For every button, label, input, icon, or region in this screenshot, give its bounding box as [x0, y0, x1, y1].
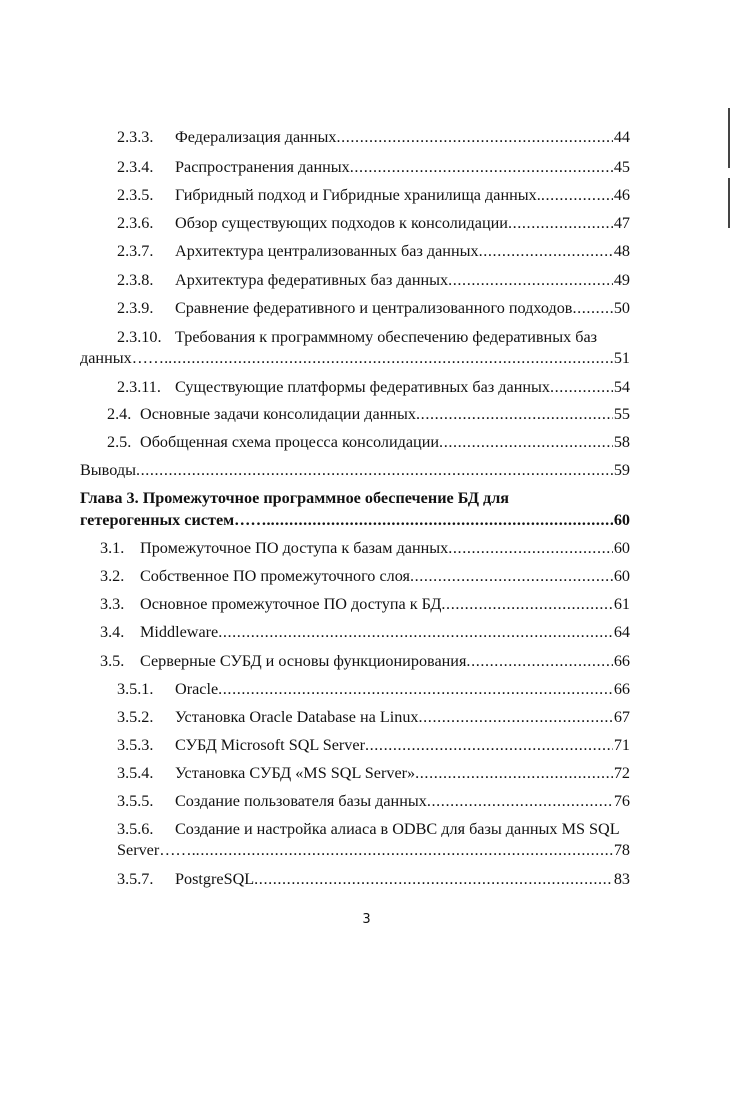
toc-page: 46 [613, 186, 630, 204]
toc-number: 3.5. [100, 652, 125, 670]
toc-page: 47 [613, 214, 630, 232]
dot-leader [572, 298, 612, 318]
toc-page: 54 [613, 378, 630, 396]
dot-leader [254, 869, 613, 889]
toc-entry[interactable] [80, 622, 630, 642]
dot-leader [271, 510, 613, 530]
toc-entry[interactable] [80, 791, 630, 811]
toc-page: 61 [613, 595, 630, 613]
toc-number: 3.5.5. [117, 792, 154, 810]
toc-title: Собственное ПО промежуточного слоя [140, 567, 410, 585]
toc-number: 2.3.4. [117, 158, 154, 176]
toc-entry[interactable] [80, 819, 630, 839]
dot-leader [448, 270, 613, 290]
toc-title: Основное промежуточное ПО доступа к БД [140, 595, 442, 613]
toc-number: 2.3.11. [117, 378, 161, 396]
toc-page: 67 [613, 708, 630, 726]
toc-title: Архитектура федеративных баз данных [175, 271, 449, 289]
toc-title: гетерогенных систем……. [80, 511, 271, 529]
toc-title: Обзор существующих подходов к консолидации [175, 214, 508, 232]
scan-edge-mark [728, 178, 730, 228]
toc-entry[interactable] [80, 763, 630, 783]
dot-leader [448, 538, 613, 558]
toc-number: 3.2. [100, 567, 125, 585]
toc-entry[interactable] [80, 213, 630, 233]
toc-number: 3.5.7. [117, 870, 154, 888]
dot-leader [441, 594, 612, 614]
dot-leader [350, 157, 613, 177]
page-number: 3 [362, 912, 371, 927]
toc-entry[interactable] [80, 185, 630, 205]
toc-page: 58 [613, 433, 630, 451]
dot-leader [427, 791, 613, 811]
toc-entry[interactable] [80, 566, 630, 586]
toc-title: Установка СУБД «MS SQL Server» [175, 764, 416, 782]
toc-page: 50 [613, 299, 630, 317]
toc-title: Серверные СУБД и основы функционирования [140, 652, 467, 670]
toc-title: Федерализация данных [175, 128, 337, 146]
toc-page: 48 [613, 242, 630, 260]
dot-leader [508, 213, 613, 233]
toc-entry[interactable] [80, 707, 630, 727]
toc-number: 3.5.4. [117, 764, 154, 782]
toc-page: 76 [613, 792, 630, 810]
toc-page: 44 [613, 128, 630, 146]
dot-leader [541, 185, 613, 205]
toc-title: Промежуточное ПО доступа к базам данных [140, 539, 449, 557]
toc-entry-continuation[interactable] [80, 348, 630, 368]
toc-title: Установка Oracle Database на Linux [175, 708, 419, 726]
toc-title: Глава 3. Промежуточное программное обеспечение БД для [80, 489, 510, 507]
dot-leader [419, 707, 613, 727]
dot-leader [410, 566, 613, 586]
toc-entry[interactable] [80, 241, 630, 261]
toc-number: 2.3.10. [117, 328, 162, 346]
dot-leader [218, 622, 613, 642]
toc-page: 60 [613, 511, 630, 529]
toc-title: Существующие платформы федеративных баз данных [175, 378, 550, 396]
toc-entry[interactable] [80, 404, 630, 424]
toc-entry[interactable] [80, 538, 630, 558]
toc-number: 2.4. [107, 405, 132, 423]
toc-title: Обобщенная схема процесса консолидации [140, 433, 440, 451]
toc-number: 2.3.7. [117, 242, 154, 260]
toc-number: 3.1. [100, 539, 125, 557]
toc-entry[interactable] [80, 270, 630, 290]
toc-entry[interactable] [80, 460, 630, 480]
toc-entry[interactable] [80, 679, 630, 699]
toc-title: данных……. [80, 349, 169, 367]
toc-title: СУБД Microsoft SQL Server [175, 736, 365, 754]
toc-page: 59 [613, 461, 630, 479]
toc-entry-continuation[interactable] [117, 840, 630, 860]
toc-title: Требования к программному обеспечению федеративных баз [175, 328, 598, 346]
toc-title: Middleware [140, 623, 219, 641]
toc-entry[interactable] [80, 735, 630, 755]
scan-edge-mark [728, 108, 730, 168]
toc-page: 71 [613, 736, 630, 754]
dot-leader [479, 241, 613, 261]
toc-page: 60 [613, 567, 630, 585]
toc-page: 60 [613, 539, 630, 557]
dot-leader [466, 651, 612, 671]
toc-page: 72 [613, 764, 630, 782]
toc-page: 66 [613, 680, 630, 698]
toc-number: 2.3.5. [117, 186, 154, 204]
toc-number: 2.3.6. [117, 214, 154, 232]
toc-page: 83 [613, 870, 630, 888]
toc-title: Основные задачи консолидации данных [140, 405, 417, 423]
toc-title: Server……. [117, 841, 196, 859]
toc-number: 2.5. [107, 433, 132, 451]
toc-entry[interactable] [80, 594, 630, 614]
toc-number: 3.5.2. [117, 708, 154, 726]
toc-number: 3.5.3. [117, 736, 154, 754]
toc-number: 3.3. [100, 595, 125, 613]
toc-number: 2.3.3. [117, 128, 154, 146]
toc-chapter-continuation[interactable] [80, 510, 630, 530]
toc-entry[interactable] [80, 869, 630, 889]
toc-entry[interactable] [80, 127, 630, 147]
toc-number: 2.3.9. [117, 299, 154, 317]
dot-leader [365, 735, 613, 755]
dot-leader [196, 840, 613, 860]
dot-leader [439, 432, 613, 452]
toc-page: 64 [613, 623, 630, 641]
dot-leader [218, 679, 613, 699]
toc-title: Архитектура централизованных баз данных [175, 242, 479, 260]
toc-number: 3.4. [100, 623, 125, 641]
toc-entry[interactable] [80, 327, 630, 347]
toc-title: Oracle [175, 680, 219, 698]
toc-page: 66 [613, 652, 630, 670]
toc-title: Выводы [80, 461, 136, 479]
toc-title: Распространения данных [175, 158, 350, 176]
toc-number: 3.5.6. [117, 820, 154, 838]
toc-title: PostgreSQL [175, 870, 255, 888]
toc-entry[interactable] [80, 377, 630, 397]
toc-entry[interactable] [80, 432, 630, 452]
toc-title: Гибридный подход и Гибридные хранилища данных. [175, 186, 541, 204]
toc-number: 2.3.8. [117, 271, 154, 289]
toc-page: 51 [613, 349, 630, 367]
dot-leader [168, 348, 613, 368]
dot-leader [416, 404, 613, 424]
dot-leader [136, 460, 613, 480]
toc-entry[interactable] [80, 157, 630, 177]
dot-leader [415, 763, 613, 783]
toc-page: 55 [613, 405, 630, 423]
toc-entry[interactable] [80, 298, 630, 318]
toc-entry[interactable] [80, 651, 630, 671]
toc-page: 45 [613, 158, 630, 176]
toc-number: 3.5.1. [117, 680, 154, 698]
toc-chapter[interactable] [80, 488, 630, 508]
toc-page: 78 [613, 841, 630, 859]
toc-title: Сравнение федеративного и централизованного подходов [175, 299, 573, 317]
toc-title: Создание пользователя базы данных [175, 792, 427, 810]
dot-leader [336, 127, 612, 147]
toc-page: 49 [613, 271, 630, 289]
dot-leader [550, 377, 613, 397]
toc-title: Создание и настройка алиаса в ODBC для базы данных MS SQL [175, 820, 620, 838]
